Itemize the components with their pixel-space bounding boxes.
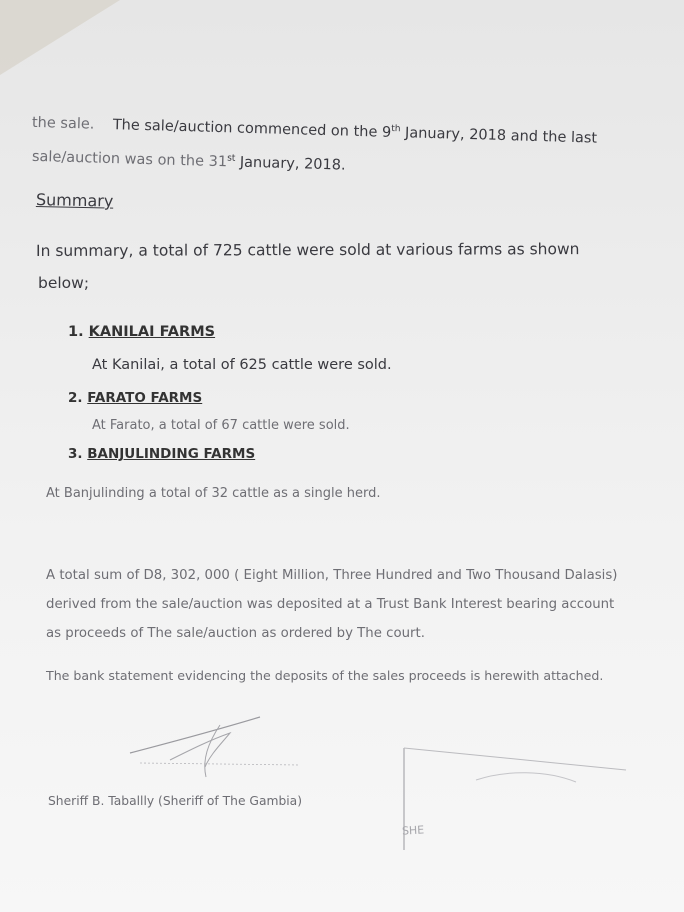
stamp xyxy=(396,740,636,860)
intro-lead-c: January, 2018 and the last xyxy=(400,125,598,147)
farm-item-3 xyxy=(68,446,255,462)
summary-heading: Summary xyxy=(35,190,114,211)
farm-number: 3. xyxy=(68,446,83,462)
farm-name: FARATO FARMS xyxy=(87,390,203,406)
sum-line-b: derived from the sale/auction was deposited at a Trust Bank Interest bearing account xyxy=(46,597,615,612)
folded-corner xyxy=(0,0,120,75)
signatory: Sheriff B. Taballly (Sheriff of The Gambia) xyxy=(48,794,303,808)
intro-lead-b: The sale/auction commenced on the 9 xyxy=(112,117,392,141)
intro-line2-a: sale/auction was on the 31 xyxy=(31,148,228,171)
farm-desc-2: At Farato, a total of 67 cattle were sold. xyxy=(92,418,350,433)
intro-line2-b: January, 2018. xyxy=(235,154,346,174)
farm-name: BANJULINDING FARMS xyxy=(87,446,256,462)
stamp-text: SHE xyxy=(401,823,425,838)
summary-text-b: below; xyxy=(38,274,90,292)
intro-line-2 xyxy=(32,148,346,174)
intro-lead-a: the sale. xyxy=(31,114,95,133)
sum-line-a: A total sum of D8, 302, 000 ( Eight Million, Three Hundred and Two Thousand Dalasis) xyxy=(46,568,618,583)
bank-note: The bank statement evidencing the deposits of the sales proceeds is herewith attached. xyxy=(46,668,604,683)
farm-item-2 xyxy=(68,390,202,406)
intro-line-1 xyxy=(32,114,598,147)
farm-item-1 xyxy=(68,324,215,340)
intro-sup-b: st xyxy=(227,153,236,164)
farm-number: 2. xyxy=(68,390,83,406)
farm-number: 1. xyxy=(68,324,84,340)
signature xyxy=(110,705,310,785)
farm-desc-1: At Kanilai, a total of 625 cattle were sold. xyxy=(92,357,392,373)
summary-text-a: In summary, a total of 725 cattle were sold at various farms as shown xyxy=(35,240,580,260)
farm-desc-3: At Banjulinding a total of 32 cattle as a single herd. xyxy=(46,486,381,501)
sum-line-c: as proceeds of The sale/auction as ordered by The court. xyxy=(46,626,425,641)
intro-sup-a: th xyxy=(391,124,401,135)
farm-name: KANILAI FARMS xyxy=(88,324,216,340)
